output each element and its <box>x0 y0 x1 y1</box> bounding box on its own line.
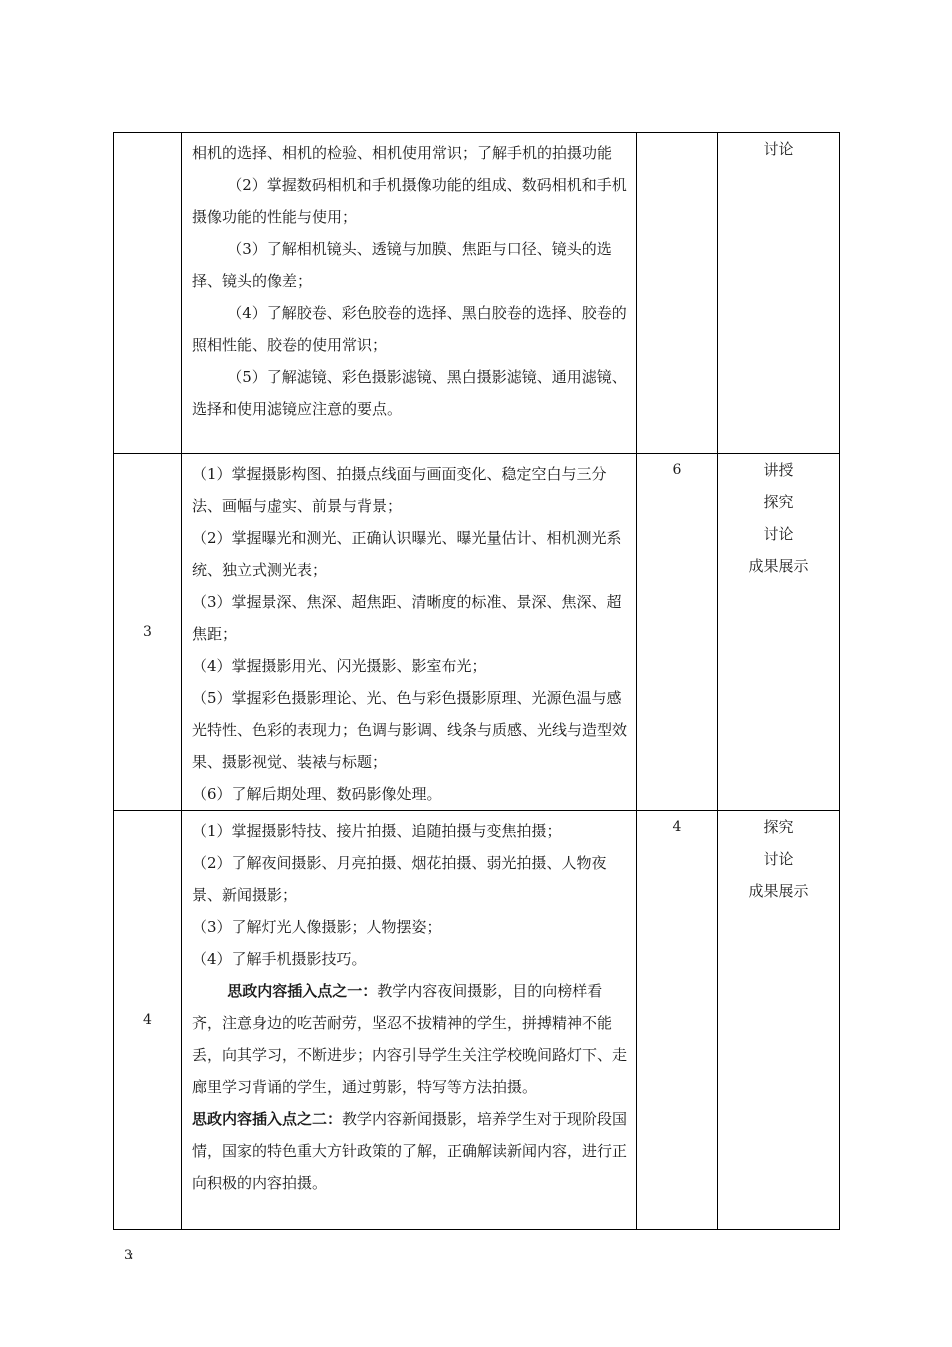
content-line: （6）了解后期处理、数码影像处理。 <box>192 785 442 803</box>
content-line: （4）了解胶卷、彩色胶卷的选择、黑白胶卷的选择、胶卷的照相性能、胶卷的使用常识； <box>192 304 627 354</box>
ideology-label: 思政内容插入点之一： <box>227 982 378 1000</box>
method-item: 讨论 <box>763 140 794 158</box>
method-item: 讨论 <box>763 850 794 868</box>
hours-cell <box>637 133 718 454</box>
method-item: 成果展示 <box>748 882 809 900</box>
content-line: （1）掌握摄影构图、拍摄点线面与画面变化、稳定空白与三分法、画幅与虚实、前景与背景； <box>192 465 607 515</box>
week-cell: 4 <box>114 811 182 1230</box>
ideology-text: 教学内容夜间摄影，目的向榜样看齐，注意身边的吃苦耐劳，坚忍不拔精神的学生，拼搏精神不能丢，向其学习，不断进步；内容引导学生关注学校晚间路灯下、走廊里学习背诵的学生，通过剪影，特写等方法拍摄。 <box>192 982 628 1096</box>
content-line: （1）掌握摄影特技、接片拍摄、追随拍摄与变焦拍摄； <box>192 822 562 840</box>
content-line: （3）了解灯光人像摄影；人物摆姿； <box>192 918 442 936</box>
ideology-point-1 <box>192 975 628 1103</box>
content-cell <box>182 454 637 811</box>
content-line: （2）掌握曝光和测光、正确认识曝光、曝光量估计、相机测光系统、独立式测光表； <box>192 529 622 579</box>
week-cell <box>114 133 182 454</box>
week-cell: 3 <box>114 454 182 811</box>
content-line: （3）了解相机镜头、透镜与加膜、焦距与口径、镜头的选择、镜头的像差； <box>192 240 612 290</box>
method-item: 探究 <box>763 818 794 836</box>
content-line: （4）了解手机摄影技巧。 <box>192 950 367 968</box>
hours-cell: 6 <box>637 454 718 811</box>
content-cell <box>182 811 637 1230</box>
table-row <box>114 811 840 1230</box>
method-item: 成果展示 <box>748 557 809 575</box>
content-line: （5）掌握彩色摄影理论、光、色与彩色摄影原理、光源色温与感光特性、色彩的表现力；色调与影调、线条与质感、光线与造型效果、摄影视觉、装裱与标题； <box>192 689 628 771</box>
ideology-point-2 <box>192 1103 628 1199</box>
table-row <box>114 133 840 454</box>
ideology-label: 思政内容插入点之二： <box>192 1110 343 1128</box>
method-cell <box>718 811 840 1230</box>
method-item: 讲授 <box>763 461 794 479</box>
content-line: （2）掌握数码相机和手机摄像功能的组成、数码相机和手机摄像功能的性能与使用； <box>192 176 627 226</box>
method-item: 讨论 <box>763 525 794 543</box>
table-row <box>114 454 840 811</box>
content-line: （3）掌握景深、焦深、超焦距、清晰度的标准、景深、焦深、超焦距； <box>192 593 622 643</box>
method-cell <box>718 133 840 454</box>
method-cell <box>718 454 840 811</box>
content-cell <box>182 133 637 454</box>
syllabus-table <box>113 132 840 1230</box>
hours-cell: 4 <box>637 811 718 1230</box>
content-line: 相机的选择、相机的检验、相机使用常识；了解手机的拍摄功能 <box>192 144 613 162</box>
method-item: 探究 <box>763 493 794 511</box>
content-line: （2）了解夜间摄影、月亮拍摄、烟花拍摄、弱光拍摄、人物夜景、新闻摄影； <box>192 854 607 904</box>
content-line: （5）了解滤镜、彩色摄影滤镜、黑白摄影滤镜、通用滤镜、选择和使用滤镜应注意的要点。 <box>192 368 627 418</box>
ideology-text: 教学内容新闻摄影，培养学生对于现阶段国情，国家的特色重大方针政策的了解，正确解读新闻内容，进行正向积极的内容拍摄。 <box>192 1110 628 1192</box>
page-number: 3: <box>124 1248 131 1263</box>
content-line: （4）掌握摄影用光、闪光摄影、影室布光； <box>192 657 487 675</box>
